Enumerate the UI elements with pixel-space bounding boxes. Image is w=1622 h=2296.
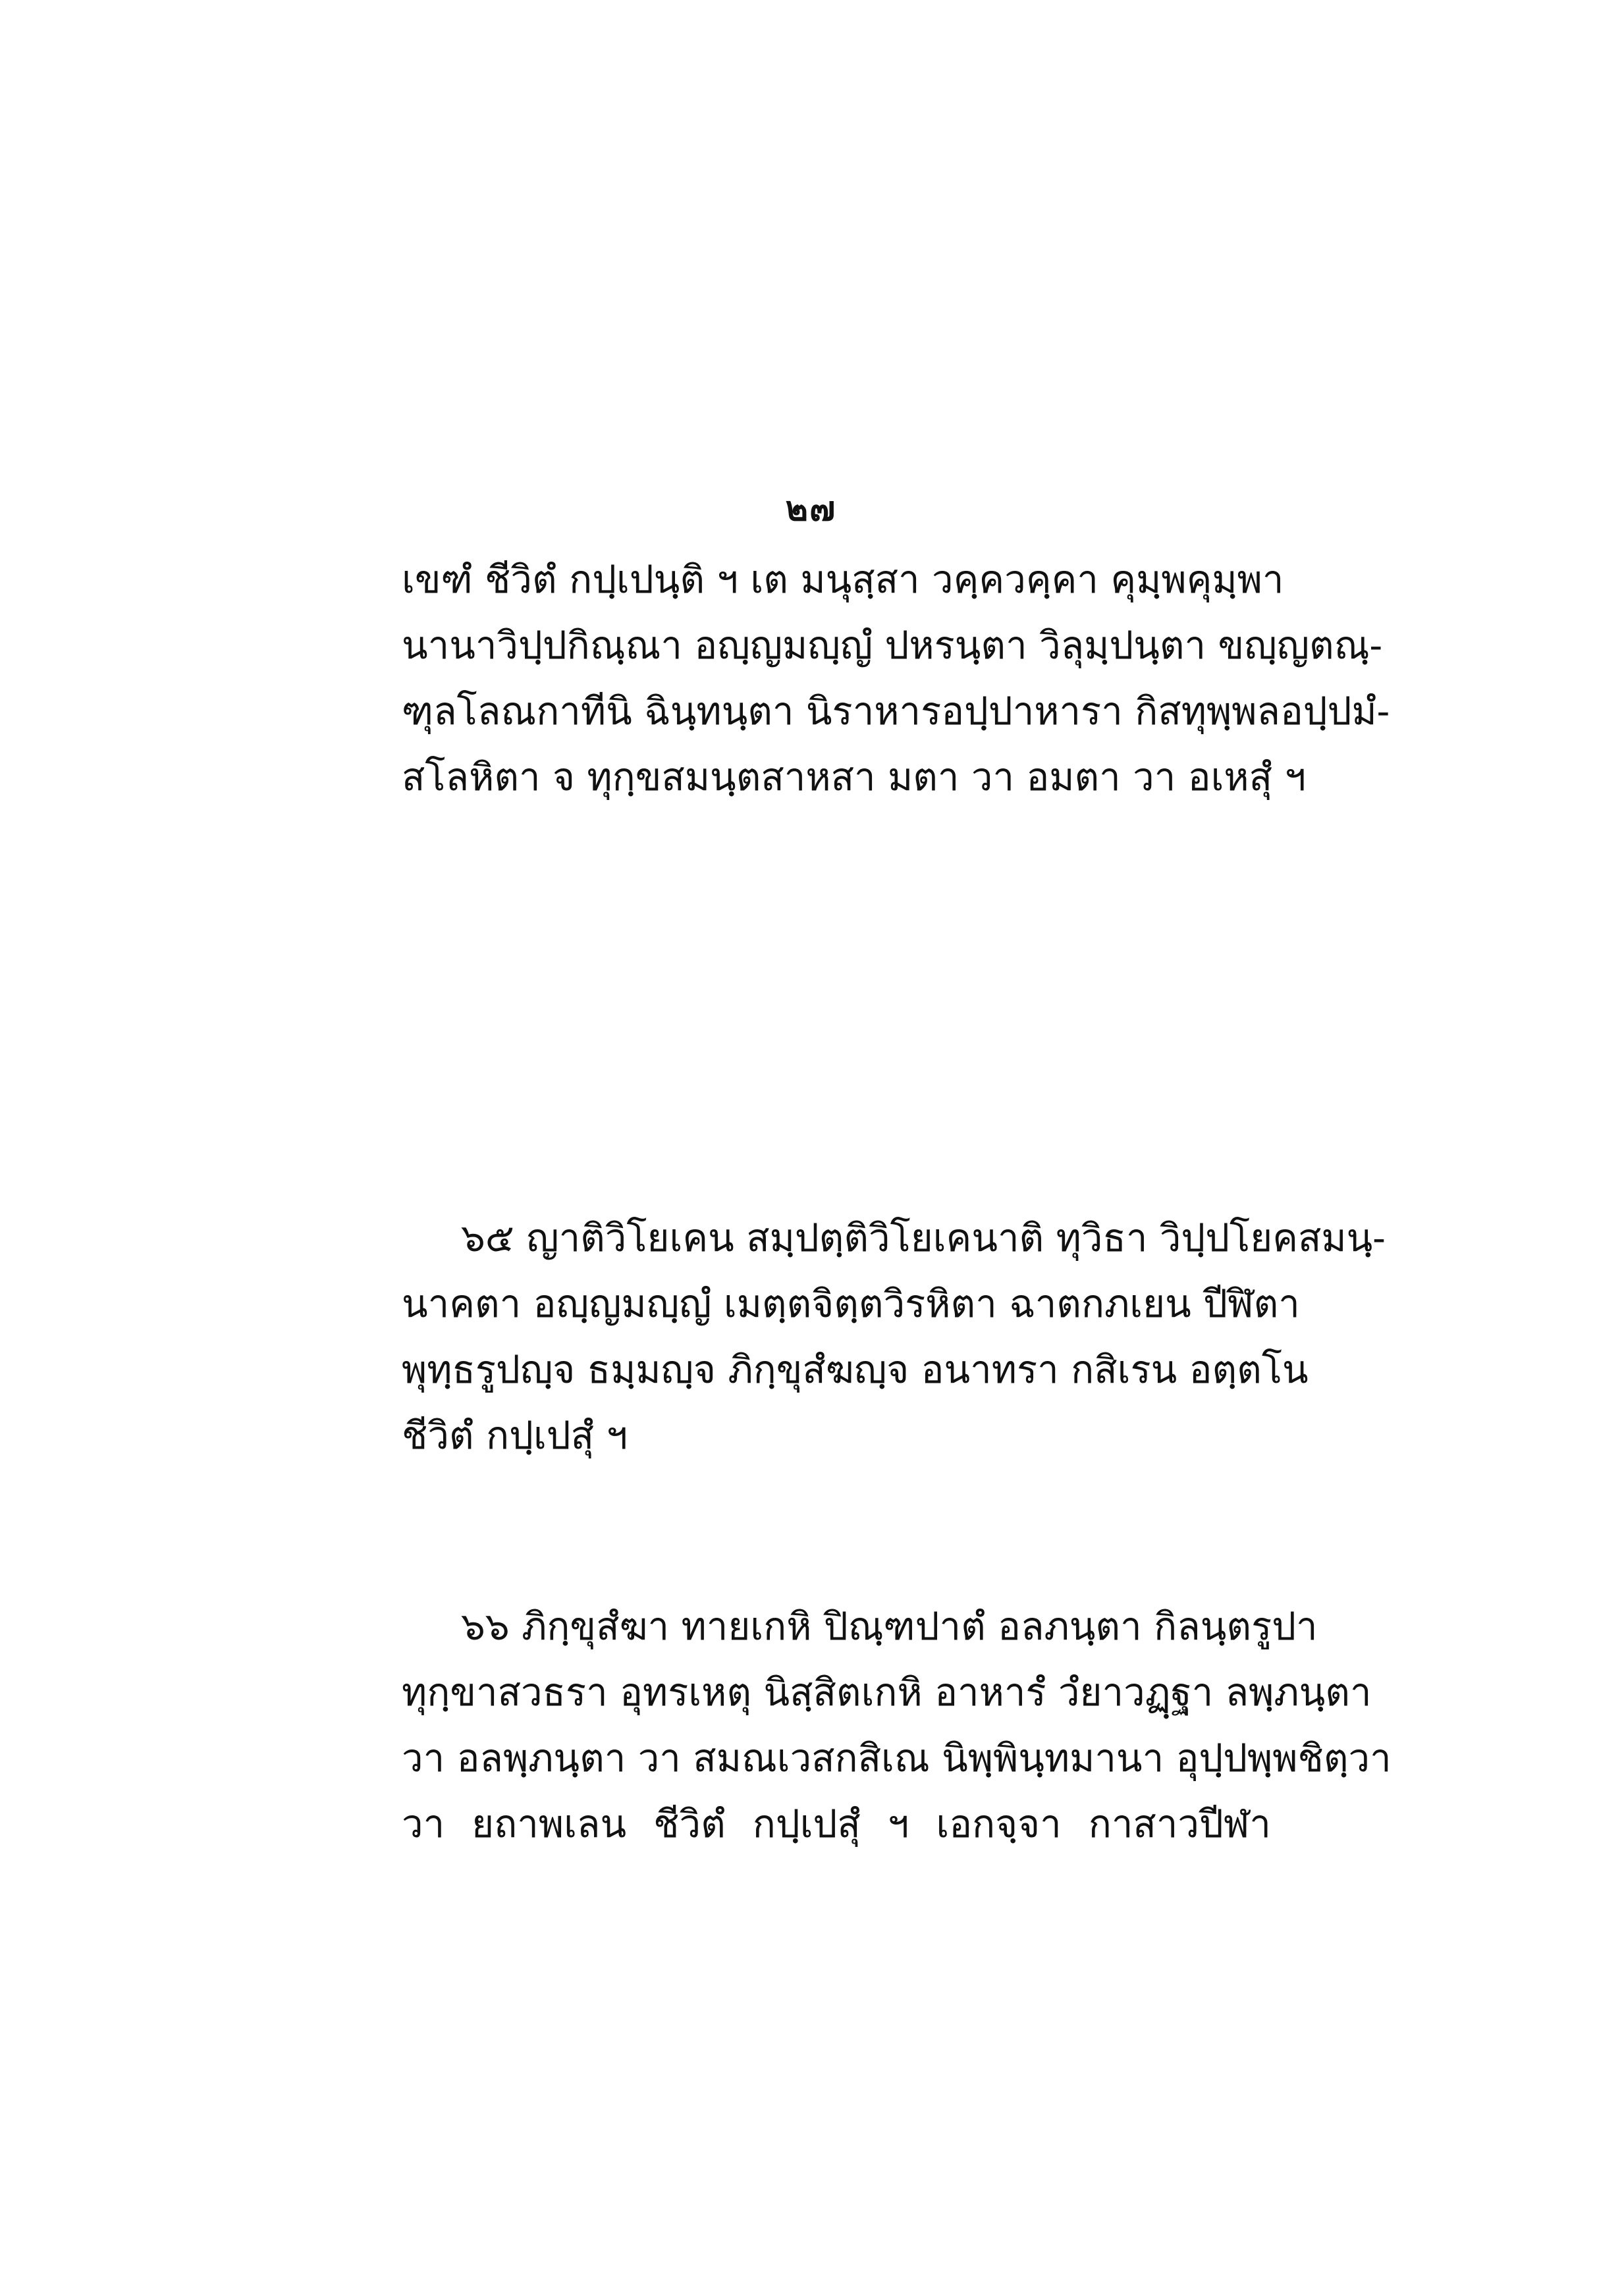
paragraph-line: เขฑํ ชีวิตํ กปฺเปนฺติ ฯ เต มนุสฺสา วคฺควคฺคา คุมฺพคุมฺพา <box>402 557 1284 602</box>
paragraph-line: ชีวิตํ กปฺเปสุํ ฯ <box>402 1413 628 1458</box>
paragraph-line: ๖๕ ญาติวิโยเคน สมฺปตฺติวิโยเคนาติ ทุวิธา วิปฺปโยคสมนฺ- <box>461 1215 1386 1260</box>
paragraph-line: วา อลพฺภนฺตา วา สมณเวสกสิเณ นิพฺพินฺทมานา อุปฺปพฺพชิตฺวา <box>402 1736 1392 1780</box>
paragraph-2 <box>402 1205 1386 1468</box>
paragraph-line: พุทฺธรูปญฺจ ธมฺมญฺจ ภิกฺขุสํฆญฺจ อนาทรา กสิเรน อตฺตโน <box>402 1347 1309 1392</box>
page-number: ๒๗ <box>785 489 837 529</box>
paragraph-line: สโลหิตา จ ทุกฺขสมนฺตสาหสา มตา วา อมตา วา อเหสุํ ฯ <box>402 755 1307 799</box>
paragraph-line: ฑุลโลณกาทีนิ ฉินฺทนฺตา นิราหารอปฺปาหารา กิสทุพฺพลอปฺปมํ- <box>402 689 1390 734</box>
paragraph-line: ๖๖ ภิกฺขุสํฆา ทายเกหิ ปิณฺฑปาตํ อลภนฺตา กิลนฺตรูปา <box>461 1604 1318 1649</box>
paragraph-line: ทุกฺขาสวธรา อุทรเหตุ นิสฺสิตเกหิ อาหารํ วํยาวฏฺฐา ลพฺภนฺตา <box>402 1670 1372 1715</box>
paragraph-3 <box>402 1593 1392 1857</box>
paragraph-line: นานาวิปฺปกิณฺณา อญฺญมญฺญํ ปหรนฺตา วิลุมฺปนฺตา ขญฺญตณฺ- <box>402 623 1383 668</box>
paragraph-line: วา ยถาพเลน ชีวิตํ กปฺเปสุํ ฯ เอกจฺจา กาสาวปีฬา <box>402 1802 1271 1846</box>
paragraph-1 <box>402 547 1390 810</box>
paragraph-line: นาคตา อญฺญมญฺญํ เมตฺตจิตฺตวิรหิตา ฉาตกภเยน ปีฬิตา <box>402 1281 1300 1326</box>
